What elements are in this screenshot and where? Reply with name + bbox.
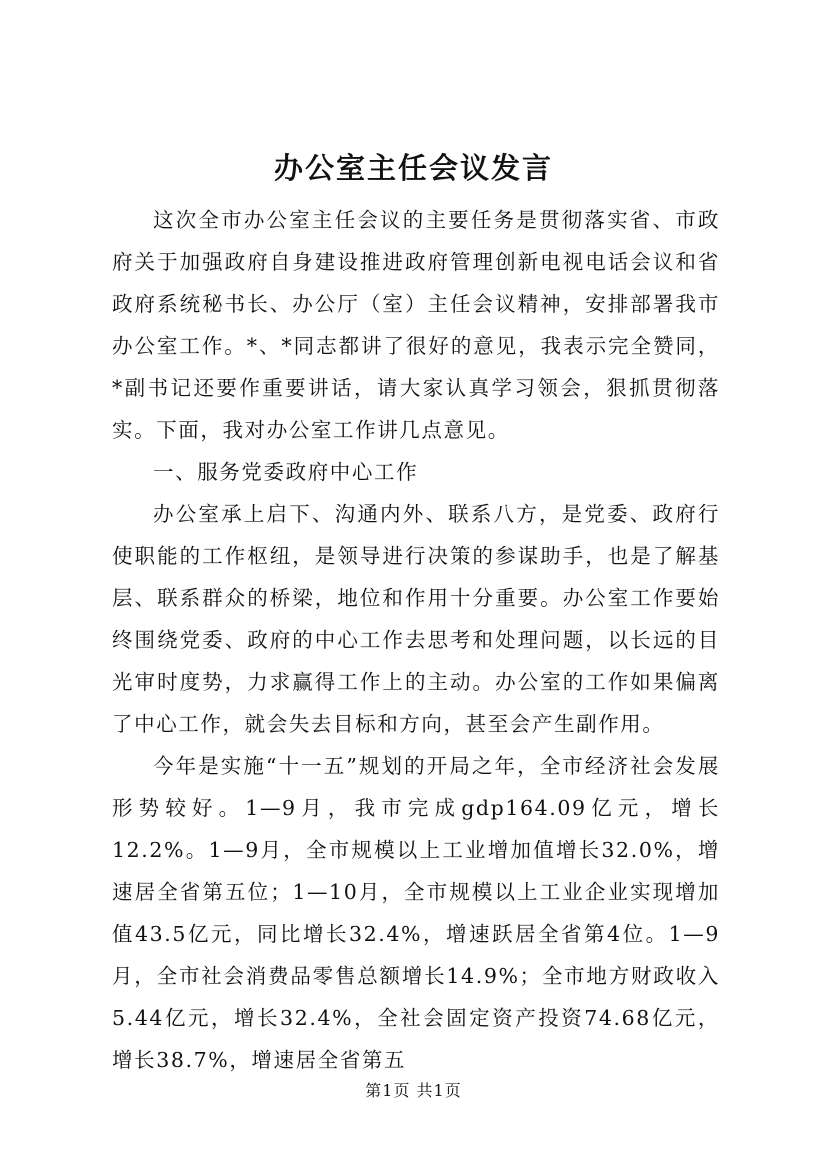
section-heading-1: 一、服务党委政府中心工作 bbox=[153, 460, 419, 484]
paragraph-office-role: 办公室承上启下、沟通内外、联系八方，是党委、政府行使职能的工作枢纽，是领导进行决策的参谋助手，也是了解基层、联系群众的桥梁，地位和作用十分重要。办公室工作要始终围绕党委、政府的中心工作去思考和处理问题，以长远的目光审时度势，力求赢得工作上的主动。办公室的工作如果偏离了中心工作，就会失去目标和方向，甚至会产生副作用。 bbox=[112, 502, 720, 736]
paragraph-intro: 这次全市办公室主任会议的主要任务是贯彻落实省、市政府关于加强政府自身建设推进政府管理创新电视电话会议和省政府系统秘书长、办公厅（室）主任会议精神，安排部署我市办公室工作。*、*同志都讲了很好的意见，我表示完全赞同，*副书记还要作重要讲话，请大家认真学习领会，狠抓贯彻落实。下面，我对办公室工作讲几点意见。 bbox=[112, 208, 720, 442]
document-body bbox=[112, 199, 720, 1081]
paragraph-economy: 今年是实施“十一五”规划的开局之年，全市经济社会发展形势较好。1—9月，我市完成gdp164.09亿元，增长12.2%。1—9月，全市规模以上工业增加值增长32.0%，增速居全省第五位；1—10月，全市规模以上工业企业实现增加值43.5亿元，同比增长32.4%，增速跃居全省第4位。1—9月，全市社会消费品零售总额增长14.9%；全市地方财政收入5.44亿元，增长32.4%，全社会固定资产投资74.68亿元，增长38.7%，增速居全省第五 bbox=[112, 754, 720, 1072]
page-title: 办公室主任会议发言 bbox=[273, 151, 553, 185]
page-footer: 第1页 共1页 bbox=[365, 1081, 462, 1100]
